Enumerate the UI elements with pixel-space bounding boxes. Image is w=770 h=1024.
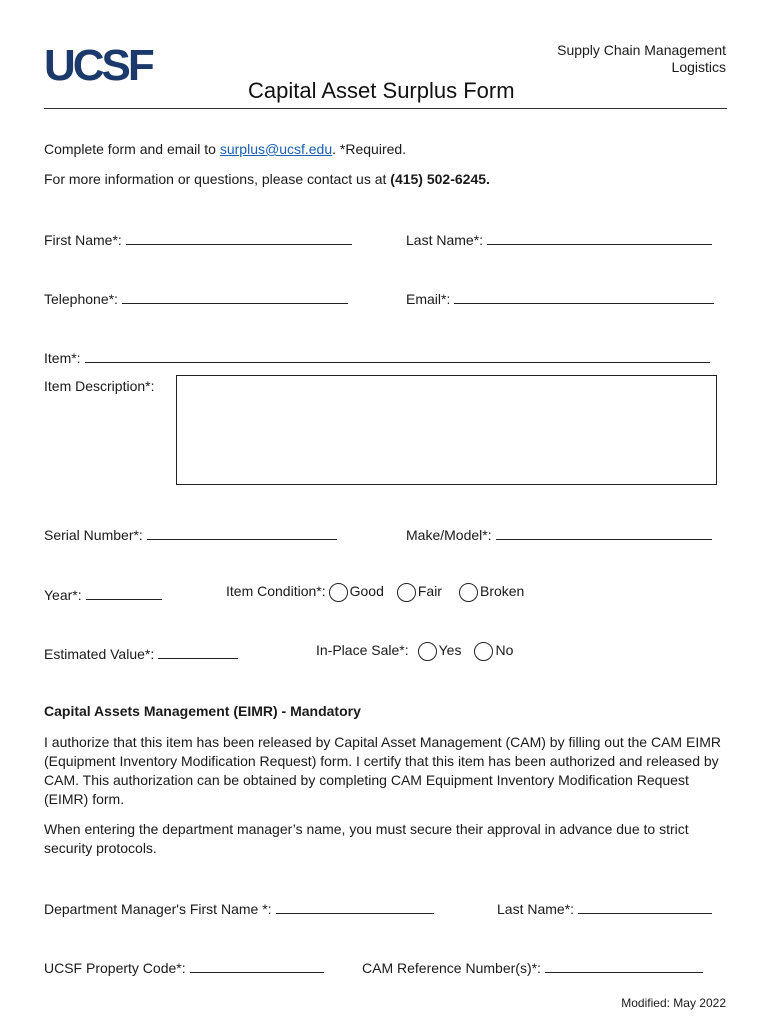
telephone-field bbox=[44, 289, 348, 307]
first-name-label: First Name*: bbox=[44, 232, 122, 248]
year-field bbox=[44, 585, 162, 603]
email-field bbox=[406, 289, 714, 307]
in-place-sale-field bbox=[316, 642, 513, 661]
year-input[interactable] bbox=[86, 585, 162, 600]
org-line-1: Supply Chain Management bbox=[557, 42, 726, 58]
first-name-field bbox=[44, 230, 352, 248]
eimr-heading: Capital Assets Management (EIMR) - Mandatory bbox=[44, 703, 361, 719]
estimated-value-label: Estimated Value*: bbox=[44, 646, 155, 662]
email-label: Email*: bbox=[406, 291, 451, 307]
telephone-label: Telephone*: bbox=[44, 291, 118, 307]
property-code-label: UCSF Property Code*: bbox=[44, 960, 186, 976]
item-condition-field bbox=[226, 583, 524, 602]
last-name-label: Last Name*: bbox=[406, 232, 484, 248]
estimated-value-field bbox=[44, 644, 238, 662]
property-code-input[interactable] bbox=[190, 958, 324, 973]
contact-prefix: For more information or questions, please contact us at bbox=[44, 171, 391, 187]
modified-date: Modified: May 2022 bbox=[621, 996, 726, 1010]
serial-number-field bbox=[44, 525, 337, 543]
item-field bbox=[44, 348, 710, 366]
intro-prefix: Complete form and email to bbox=[44, 141, 220, 157]
sale-no-label: No bbox=[495, 642, 514, 659]
year-label: Year*: bbox=[44, 587, 82, 603]
manager-last-name-field bbox=[497, 899, 712, 917]
sale-no-radio[interactable] bbox=[474, 642, 493, 661]
contact-phone: (415) 502-6245. bbox=[390, 171, 490, 187]
condition-fair-label: Fair bbox=[417, 583, 442, 600]
manager-last-name-input[interactable] bbox=[578, 899, 712, 914]
email-input[interactable] bbox=[454, 289, 714, 304]
make-model-field bbox=[406, 525, 712, 543]
item-description-label: Item Description*: bbox=[44, 378, 155, 394]
form-title: Capital Asset Surplus Form bbox=[248, 78, 515, 103]
cam-reference-label: CAM Reference Number(s)*: bbox=[362, 960, 541, 976]
cam-reference-input[interactable] bbox=[545, 958, 703, 973]
condition-good-radio[interactable] bbox=[329, 583, 348, 602]
org-line-2: Logistics bbox=[671, 59, 726, 75]
serial-number-label: Serial Number*: bbox=[44, 527, 143, 543]
item-label: Item*: bbox=[44, 350, 81, 366]
manager-last-name-label: Last Name*: bbox=[497, 901, 575, 917]
manager-first-name-label: Department Manager's First Name *: bbox=[44, 901, 272, 917]
ucsf-logo bbox=[44, 40, 152, 90]
first-name-input[interactable] bbox=[126, 230, 352, 245]
manager-first-name-field bbox=[44, 899, 434, 917]
intro-line-1 bbox=[44, 141, 406, 157]
intro-line-2 bbox=[44, 171, 490, 187]
condition-fair-radio[interactable] bbox=[397, 583, 416, 602]
telephone-input[interactable] bbox=[122, 289, 348, 304]
item-input[interactable] bbox=[85, 348, 710, 363]
item-condition-label: Item Condition*: bbox=[226, 583, 326, 600]
header-divider bbox=[44, 108, 727, 109]
last-name-input[interactable] bbox=[487, 230, 712, 245]
sale-yes-label: Yes bbox=[438, 642, 462, 659]
eimr-approval-text: When entering the department manager’s name, you must secure their approval in advance due to strict security protocols. bbox=[44, 821, 689, 856]
condition-good-label: Good bbox=[349, 583, 384, 600]
condition-broken-radio[interactable] bbox=[459, 583, 478, 602]
condition-broken-label: Broken bbox=[479, 583, 525, 600]
email-link[interactable]: surplus@ucsf.edu bbox=[219, 141, 333, 157]
last-name-field bbox=[406, 230, 712, 248]
logo-text: UCSF bbox=[44, 41, 152, 90]
make-model-label: Make/Model*: bbox=[406, 527, 492, 543]
estimated-value-input[interactable] bbox=[158, 644, 238, 659]
sale-yes-radio[interactable] bbox=[418, 642, 437, 661]
cam-reference-field bbox=[362, 958, 703, 976]
make-model-input[interactable] bbox=[496, 525, 712, 540]
intro-suffix: . *Required. bbox=[332, 141, 407, 157]
item-description-input[interactable] bbox=[176, 375, 717, 485]
eimr-authorization-text: I authorize that this item has been released by Capital Asset Management (CAM) by filling out the CAM EIMR (Equipment Inventory Modification Request) form. I certify that this item has been authorized and released by CAM. This authorization can be obtained by completing CAM Equipment Inventory Modification Request (EIMR) form. bbox=[44, 734, 721, 807]
in-place-sale-label: In-Place Sale*: bbox=[316, 642, 409, 659]
manager-first-name-input[interactable] bbox=[276, 899, 434, 914]
organization-name bbox=[557, 42, 726, 76]
serial-number-input[interactable] bbox=[147, 525, 337, 540]
property-code-field bbox=[44, 958, 324, 976]
